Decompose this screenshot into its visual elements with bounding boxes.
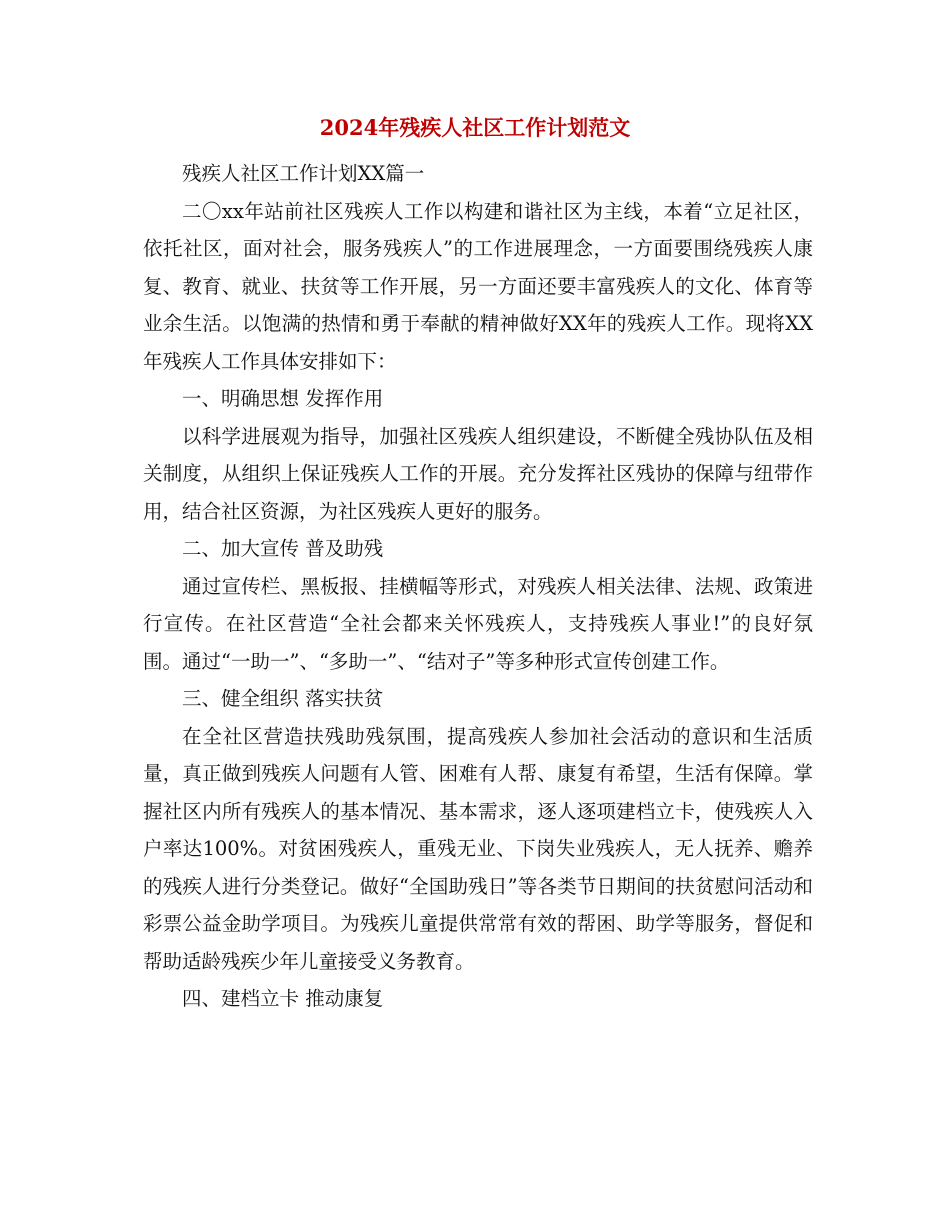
document-body: [143, 155, 813, 1018]
document-title: 2024年残疾人社区工作计划范文: [319, 115, 631, 140]
body-paragraph: 通过宣传栏、黑板报、挂横幅等形式，对残疾人相关法律、法规、政策进行宣传。在社区营造“全社会都来关怀残疾人，支持残疾人事业!”的良好氛围。通过“一助一”、“多助一”、“结对子”等多种形式宣传创建工作。: [143, 574, 813, 673]
section-subtitle: 残疾人社区工作计划XX篇一: [182, 162, 425, 185]
section-heading: 二、加大宣传 普及助残: [182, 537, 384, 560]
body-paragraph: 在全社区营造扶残助残氛围，提高残疾人参加社会活动的意识和生活质量，真正做到残疾人问题有人管、困难有人帮、康复有希望，生活有保障。掌握社区内所有残疾人的基本情况、基本需求，逐人逐项建档立卡，使残疾人入户率达100%。对贫困残疾人，重残无业、下岗失业残疾人，无人抚养、赡养的残疾人进行分类登记。做好“全国助残日”等各类节日期间的扶贫慰问活动和彩票公益金助学项目。为残疾儿童提供常常有效的帮困、助学等服务，督促和帮助适龄残疾少年儿童接受义务教育。: [143, 724, 813, 973]
section-heading: 四、建档立卡 推动康复: [182, 987, 384, 1010]
section-heading: 三、健全组织 落实扶贫: [182, 687, 384, 710]
body-paragraph: 以科学进展观为指导，加强社区残疾人组织建设，不断健全残协队伍及相关制度，从组织上保证残疾人工作的开展。充分发挥社区残协的保障与纽带作用，结合社区资源，为社区残疾人更好的服务。: [143, 424, 813, 523]
section-heading: 一、明确思想 发挥作用: [182, 387, 384, 410]
body-paragraph: 二〇xx年站前社区残疾人工作以构建和谐社区为主线，本着“立足社区，依托社区，面对社会，服务残疾人”的工作进展理念，一方面要围绕残疾人康复、教育、就业、扶贫等工作开展，另一方面还要丰富残疾人的文化、体育等业余生活。以饱满的热情和勇于奉献的精神做好XX年的残疾人工作。现将XX年残疾人工作具体安排如下：: [143, 199, 813, 373]
